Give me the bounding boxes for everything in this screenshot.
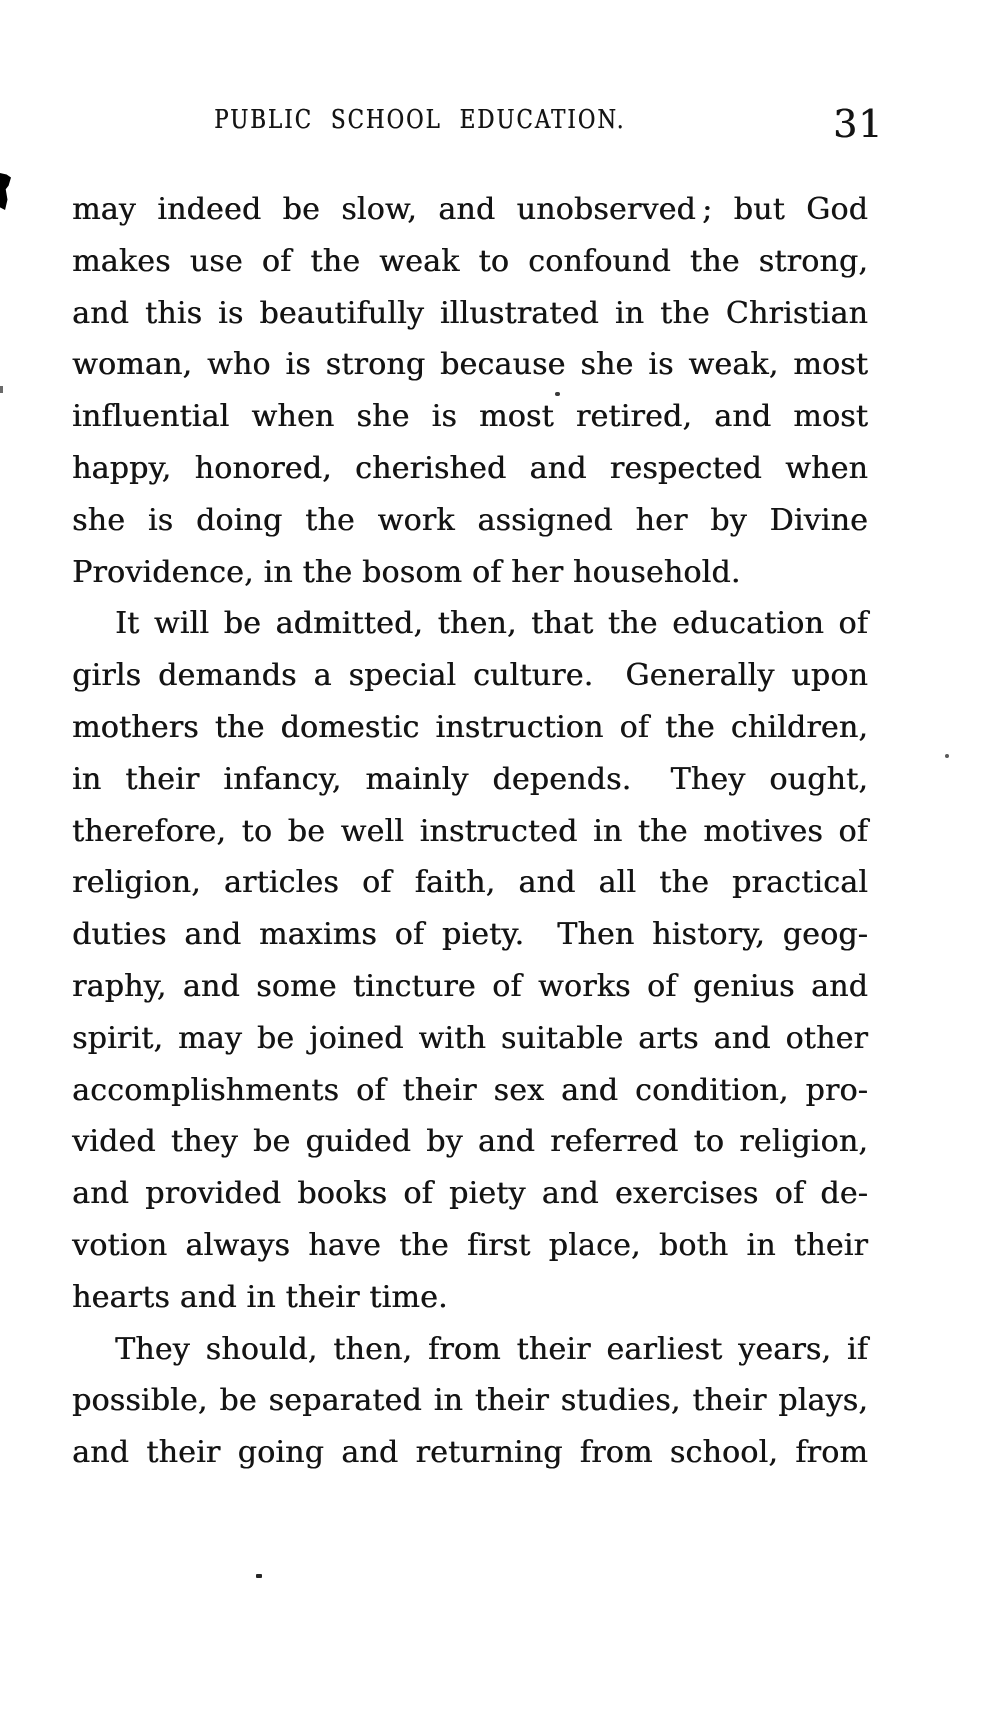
running-head [0,104,840,137]
text-line: girls demands a special culture. Generally upon [72,658,868,694]
text-line: happy, honored, cherished and respected when [72,450,868,486]
text-line: duties and maxims of piety. Then history, geog- [72,917,868,953]
text-line: hearts and in their time. [72,1279,448,1315]
ink-speck [0,386,3,393]
ink-speck [555,392,560,396]
body-text-block [72,184,868,1479]
page-number: 31 [833,102,884,146]
ink-speck [256,1574,262,1578]
text-line: and their going and returning from school, from [72,1435,868,1471]
ink-smudge-left-margin [0,173,11,210]
ink-speck [945,754,949,758]
text-line: possible, be separated in their studies, their plays, [72,1383,868,1419]
text-line: It will be admitted, then, that the education of [115,606,868,642]
text-line: may indeed be slow, and unobserved ; but God [72,192,868,227]
text-line: mothers the domestic instruction of the children, [72,709,868,745]
text-line: and provided books of piety and exercises of de- [72,1176,868,1212]
text-line: religion, articles of faith, and all the practical [72,865,868,901]
text-line: and this is beautifully illustrated in the Christian [72,295,868,331]
text-line: accomplishments of their sex and condition, pro- [72,1072,868,1108]
text-line: vided they be guided by and referred to religion, [72,1124,868,1160]
text-line: raphy, and some tincture of works of genius and [72,968,868,1004]
text-line: woman, who is strong because she is weak, most [72,347,868,383]
text-line: makes use of the weak to confound the strong, [72,243,868,279]
page-title: PUBLIC SCHOOL EDUCATION. [214,105,626,135]
text-line: therefore, to be well instructed in the motives of [72,813,868,849]
text-line: Providence, in the bosom of her household. [72,554,741,590]
text-line: spirit, may be joined with suitable arts and other [72,1020,868,1056]
text-line: They should, then, from their earliest years, if [115,1331,868,1367]
text-line: she is doing the work assigned her by Divine [72,502,868,538]
text-line: in their infancy, mainly depends. They ought, [72,761,868,797]
text-line: influential when she is most retired, and most [72,399,868,435]
text-line: votion always have the first place, both in their [72,1227,868,1263]
